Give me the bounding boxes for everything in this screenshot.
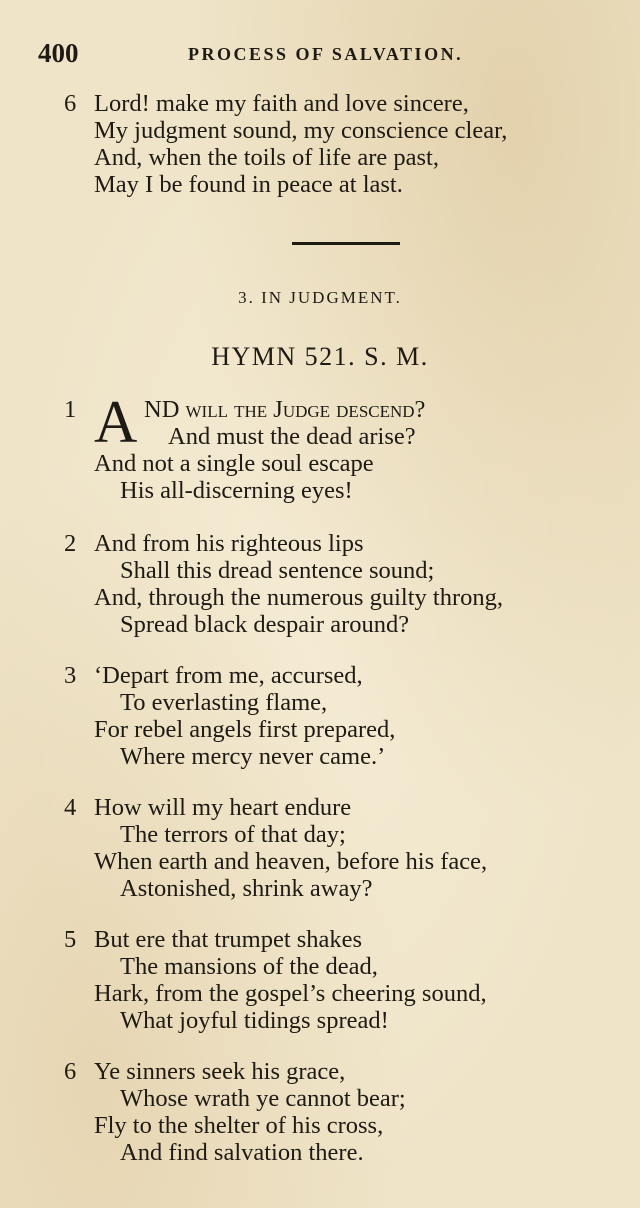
verse-line: Astonished, shrink away? [120, 875, 373, 902]
verse-line: And, through the numerous guilty throng, [94, 584, 503, 611]
verse-line: But ere that trumpet shakes [94, 926, 363, 953]
stanza-number: 3 [64, 662, 77, 689]
verse-line: Spread black despair around? [120, 611, 410, 638]
stanza-number: 2 [64, 530, 77, 557]
verse-line: Hark, from the gospel’s cheering sound, [94, 980, 487, 1007]
verse-line: What joyful tidings spread! [120, 1007, 389, 1034]
stanza-number: 1 [64, 396, 77, 423]
verse-line: And from his righteous lips [94, 530, 364, 557]
hymn-title: HYMN 521. S. M. [211, 342, 429, 371]
page-number: 400 [38, 38, 79, 68]
verse-line: The mansions of the dead, [120, 953, 378, 980]
verse-line: Whose wrath ye cannot bear; [120, 1085, 406, 1112]
verse-line: May I be found in peace at last. [94, 171, 403, 198]
verse-line: The terrors of that day; [120, 821, 346, 848]
verse-line: And not a single soul escape [94, 450, 374, 477]
verse-line: His all-discerning eyes! [120, 477, 353, 504]
verse-line: For rebel angels first prepared, [94, 716, 396, 743]
verse-line: ND will the Judge descend? [144, 396, 426, 423]
stanza-number: 6 [64, 90, 77, 117]
verse-line: And, when the toils of life are past, [94, 144, 439, 171]
verse-line: How will my heart endure [94, 794, 352, 821]
verse-line: Lord! make my faith and love sincere, [94, 90, 469, 117]
verse-line: When earth and heaven, before his face, [94, 848, 488, 875]
verse-line: Ye sinners seek his grace, [94, 1058, 346, 1085]
stanza-number: 6 [64, 1058, 77, 1085]
page-header [38, 38, 598, 74]
verse-line: Shall this dread sentence sound; [120, 557, 435, 584]
running-head: PROCESS OF SALVATION. [188, 44, 464, 64]
verse-line: My judgment sound, my conscience clear, [94, 117, 508, 144]
verse-line: ‘Depart from me, accursed, [94, 662, 363, 689]
stanza-number: 5 [64, 926, 77, 953]
section-title: 3. IN JUDGMENT. [238, 288, 402, 307]
verse-line: To everlasting flame, [120, 689, 328, 716]
stanza-number: 4 [64, 794, 77, 821]
drop-cap: A [94, 389, 138, 455]
verse-line: Where mercy never came.’ [120, 743, 386, 770]
verse-line: And find salvation there. [120, 1139, 364, 1166]
verse-line: Fly to the shelter of his cross, [94, 1112, 384, 1139]
verse-line: And must the dead arise? [168, 423, 416, 450]
section-divider [292, 242, 400, 245]
